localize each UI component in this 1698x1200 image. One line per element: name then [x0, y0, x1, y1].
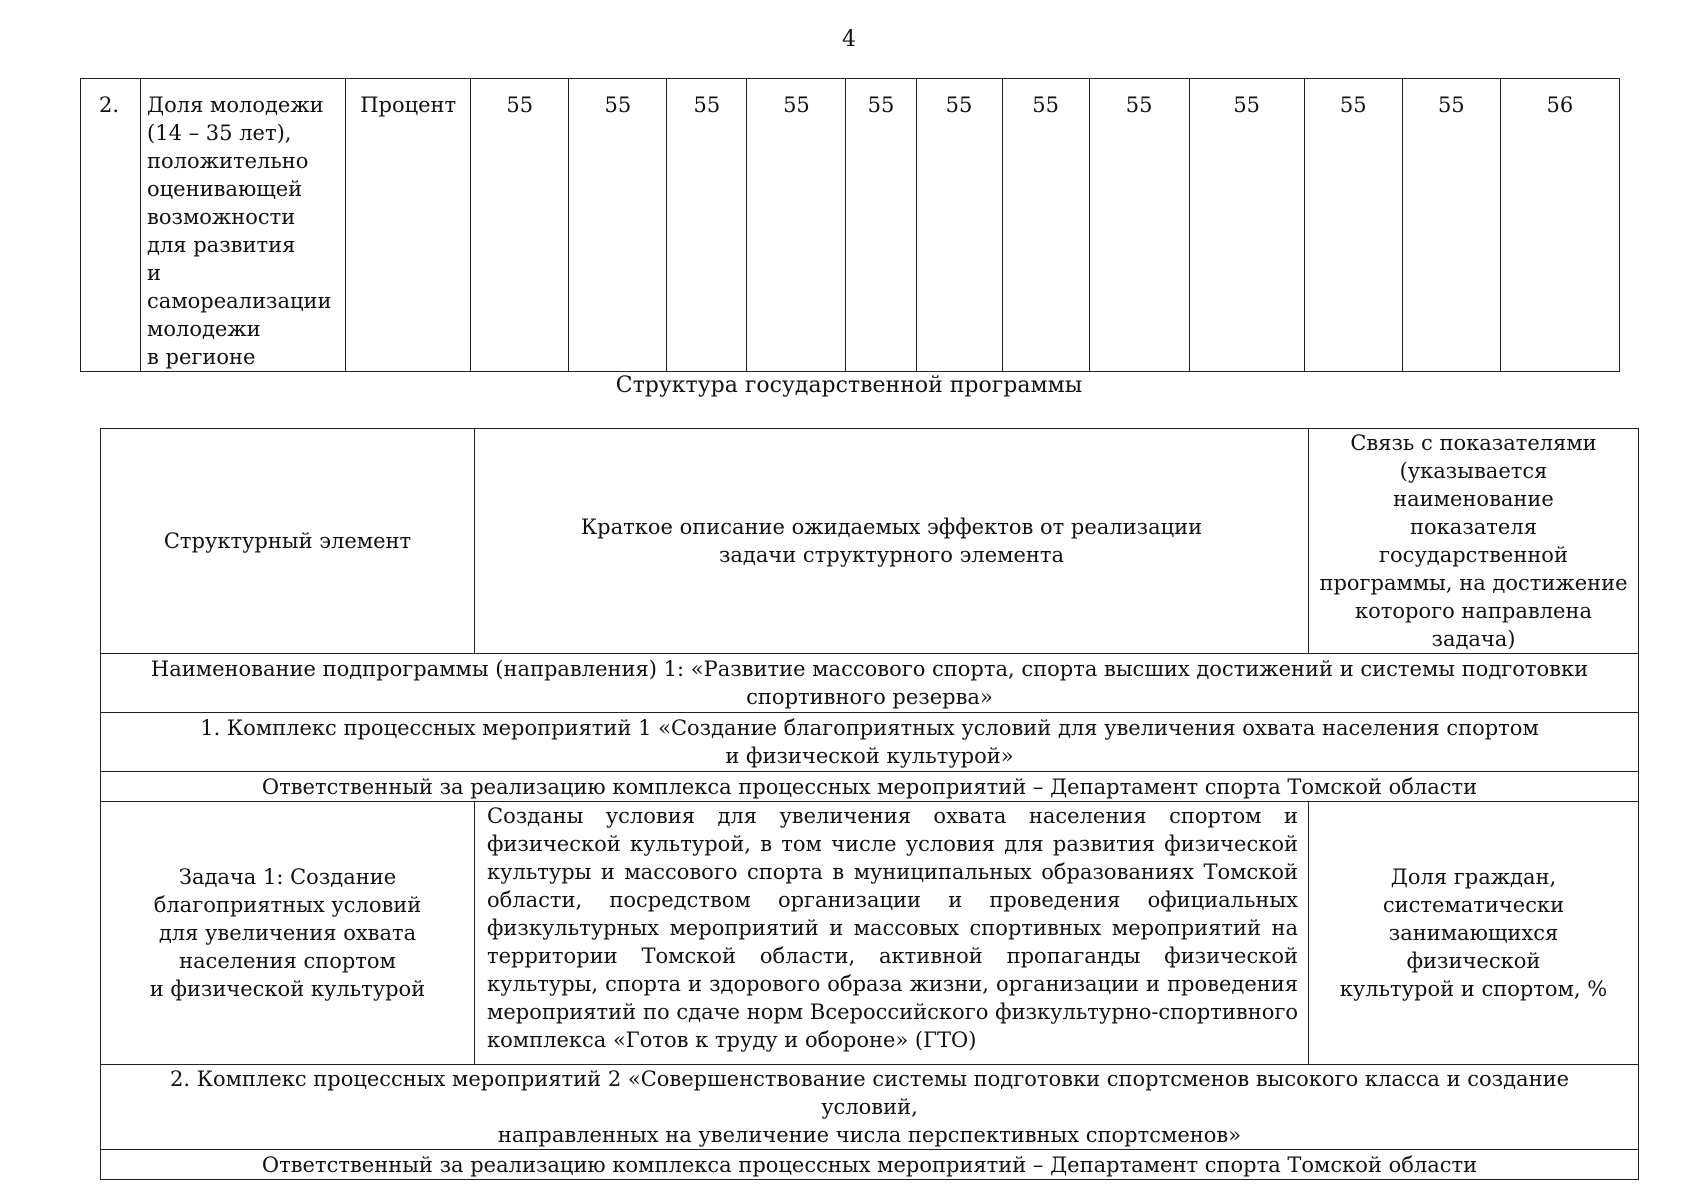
structure-table	[100, 428, 1639, 1180]
subprogram-line: спортивного резерва»	[746, 685, 993, 709]
indicator-name-line: и самореализации	[147, 261, 332, 313]
indicator-value: 55	[471, 79, 569, 372]
indicator-value: 55	[1189, 79, 1304, 372]
task1-name-line: для увеличения охвата	[158, 921, 417, 945]
header-description-line: Краткое описание ожидаемых эффектов от реализации	[580, 515, 1203, 539]
complex2-line: направленных на увеличение числа перспективных спортсменов»	[497, 1123, 1242, 1147]
indicator-row	[81, 79, 1620, 372]
complex1-row	[101, 713, 1639, 772]
indicator-name-line: молодежи	[147, 317, 261, 341]
task1-indicator-line: Доля граждан,	[1390, 865, 1557, 889]
task1-name-line: и физической культурой	[149, 977, 426, 1001]
task1-indicator-line: занимающихся физической	[1388, 921, 1559, 973]
header-link-line: показателя государственной	[1379, 515, 1568, 567]
responsible1-row	[101, 772, 1639, 802]
indicator-value: 56	[1500, 79, 1619, 372]
header-link-line: программы, на достижение	[1319, 571, 1628, 595]
task1-name-line: населения спортом	[179, 949, 396, 973]
responsible2-row	[101, 1150, 1639, 1180]
task1-indicator-line: культурой и спортом, %	[1339, 977, 1608, 1001]
header-link-line: задача)	[1431, 627, 1516, 651]
indicator-value: 55	[1304, 79, 1402, 372]
structure-header-row	[101, 429, 1639, 654]
header-link	[1309, 429, 1639, 654]
indicator-value: 55	[1089, 79, 1189, 372]
header-description-line: задачи структурного элемента	[718, 543, 1065, 567]
section-title: Структура государственной программы	[615, 373, 1083, 398]
indicator-value: 55	[916, 79, 1002, 372]
indicator-name-line: возможности	[147, 205, 296, 229]
indicator-name-line: (14 – 35 лет),	[147, 121, 292, 145]
indicator-name	[141, 79, 346, 372]
complex1-title	[101, 713, 1639, 772]
task1-name	[101, 802, 475, 1065]
complex2-title	[101, 1065, 1639, 1150]
indicator-name-line: положительно	[147, 149, 309, 173]
indicator-value: 55	[667, 79, 747, 372]
subprogram-line: Наименование подпрограммы (направления) 1: «Развитие массового спорта, спорта высших достижений и системы подготовки	[150, 657, 1589, 681]
header-element: Структурный элемент	[101, 429, 475, 654]
indicator-value: 55	[1002, 79, 1089, 372]
task1-row	[101, 802, 1639, 1065]
indicator-value: 55	[569, 79, 667, 372]
indicator-value: 55	[747, 79, 846, 372]
task1-name-line: Задача 1: Создание	[178, 865, 397, 889]
subprogram-title	[101, 654, 1639, 713]
indicator-value: 55	[1402, 79, 1500, 372]
indicator-name-line: для развития	[147, 233, 296, 257]
header-link-line: Связь с показателями	[1350, 431, 1597, 455]
task1-name-line: благоприятных условий	[153, 893, 422, 917]
complex2-line: 2. Комплекс процессных мероприятий 2 «Совершенствование системы подготовки спортсменов высокого класса и создание условий,	[169, 1067, 1569, 1119]
indicator-unit: Процент	[346, 79, 471, 372]
complex1-line: 1. Комплекс процессных мероприятий 1 «Создание благоприятных условий для увеличения охвата населения спортом	[200, 716, 1539, 740]
task1-description: Созданы условия для увеличения охвата населения спортом и физической культурой, в том числе условия для развития физической культуры и массового спорта в муниципальных образованиях Томской области, посредством организации и проведения официальных физкультурных мероприятий и массовых спортивных мероприятий на территории Томской области, активной пропаганды физической культуры, спорта и здорового образа жизни, организации и проведения мероприятий по сдаче норм Всероссийского физкультурно-спортивного комплекса «Готов к труду и обороне» (ГТО)	[475, 802, 1309, 1065]
header-link-line: которого направлена	[1354, 599, 1593, 623]
complex2-row	[101, 1065, 1639, 1150]
indicator-name-line: Доля молодежи	[147, 93, 324, 117]
subprogram-row	[101, 654, 1639, 713]
responsible1: Ответственный за реализацию комплекса процессных мероприятий – Департамент спорта Томской области	[101, 772, 1639, 802]
complex1-line: и физической культурой»	[725, 744, 1014, 768]
indicator-number: 2.	[81, 79, 141, 372]
task1-indicator-line: систематически	[1382, 893, 1565, 917]
indicator-table	[80, 78, 1620, 372]
indicator-name-line: оценивающей	[147, 177, 303, 201]
indicator-value: 55	[846, 79, 916, 372]
indicator-name-line: в регионе	[147, 345, 256, 369]
page-number: 4	[842, 27, 856, 52]
header-link-line: (указывается наименование	[1393, 459, 1554, 511]
header-description	[475, 429, 1309, 654]
task1-indicator	[1309, 802, 1639, 1065]
responsible2: Ответственный за реализацию комплекса процессных мероприятий – Департамент спорта Томской области	[101, 1150, 1639, 1180]
